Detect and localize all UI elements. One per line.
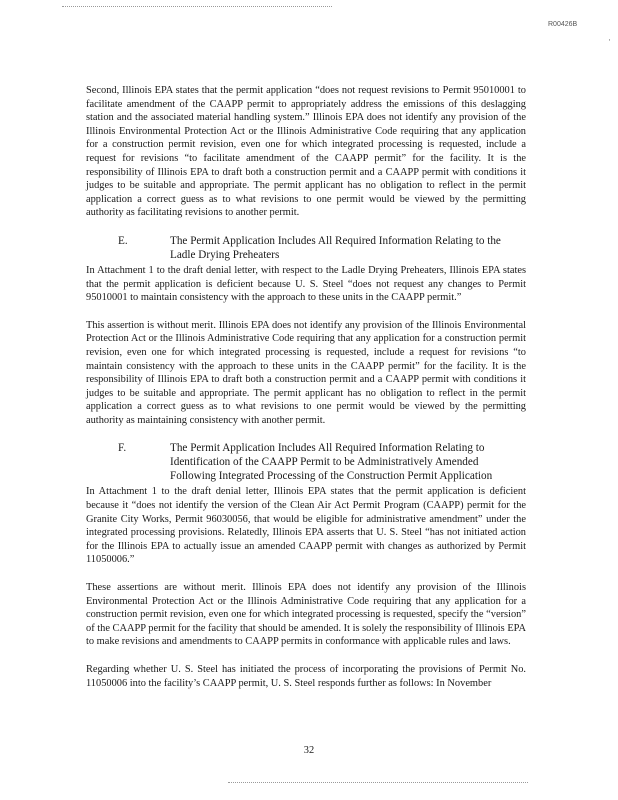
section-title: The Permit Application Includes All Required Information Relating to Identification of the CAAPP Permit to be Administratively Amended Following Integrated Processing of the Construction Permit Application [170,442,493,483]
paragraph-1: Second, Illinois EPA states that the permit application “does not request revisions to Permit 95010001 to facilitate amendment of the CAAPP permit to appropriately address the emissions of this deslagging station and the associated material handling system.” Illinois EPA does not identify any provision of the Illinois Environmental Protection Act or the Illinois Administrative Code requiring that any application for a construction permit revision, even one for which integrated processing is requested, include a request for revisions “to facilitate amendment of the CAAPP permit” for the facility. It is the responsibility of Illinois EPA to draft both a construction permit and a CAAPP permit with conditions it judges to be suitable and appropriate. The permit applicant has no obligation to reflect in the permit application a correct guess as to what revisions to one permit would be viewed by the permitting authority as facilitating revisions to another permit. [86,85,526,219]
paragraph-2: In Attachment 1 to the draft denial letter, with respect to the Ladle Drying Preheaters, Illinois EPA states that the permit application is deficient because U. S. Steel “does not request any changes to Permit 95010001 to maintain consistency with the approach to these units in the CAAPP permit.” [86,264,526,304]
section-heading-e [86,234,526,262]
bates-number: R00426B [548,21,578,28]
section-letter: E. [118,234,128,247]
page-number: 32 [303,745,315,756]
scan-artifact-bottom [228,782,528,783]
section-heading-f [86,441,526,483]
paragraph-6: Regarding whether U. S. Steel has initiated the process of incorporating the provisions of Permit No. 11050006 into the facility’s CAAPP permit, U. S. Steel responds further as follows: In November [86,664,526,689]
paragraph-3: This assertion is without merit. Illinois EPA does not identify any provision of the Illinois Environmental Protection Act or the Illinois Administrative Code requiring that any application for a construction permit revision, even one for which integrated processing is requested, include a request for revisions “to maintain consistency with the approach to these units in the CAAPP permit” for the facility. It is the responsibility of Illinois EPA to draft both a construction permit and a CAAPP permit with conditions it judges to be suitable and appropriate. The permit applicant has no obligation to reflect in the permit application a correct guess as to what revisions to one permit would be viewed by the permitting authority as maintaining consistency with another permit. [86,319,526,426]
section-title: The Permit Application Includes All Required Information Relating to the Ladle Drying Preheaters [170,234,501,261]
scan-artifact-top [62,6,332,7]
section-letter: F. [118,442,127,455]
document-body [86,84,526,704]
paragraph-4: In Attachment 1 to the draft denial letter, Illinois EPA states that the permit application is deficient because it “does not identify the version of the Clean Air Act Permit Program (CAAPP) permit for the Granite City Works, Permit 96030056, that would be eligible for administrative amendment” under the integrated processing provisions. Relatedly, Illinois EPA asserts that U. S. Steel “has not initiated action for the Illinois EPA to actually issue an amended CAAPP permit with changes as authorized by Permit 11050006.” [86,486,526,566]
margin-mark: · [608,35,611,45]
paragraph-5: These assertions are without merit. Illinois EPA does not identify any provision of the Illinois Environmental Protection Act or the Illinois Administrative Code requiring that any application for a construction permit revision, even one for which integrated processing is requested, specify the “version” of the CAAPP permit for the facility that should be amended. It is solely the responsibility of Illinois EPA to make revisions and amendments to CAAPP permits in conformance with applicable rules and laws. [86,582,526,648]
